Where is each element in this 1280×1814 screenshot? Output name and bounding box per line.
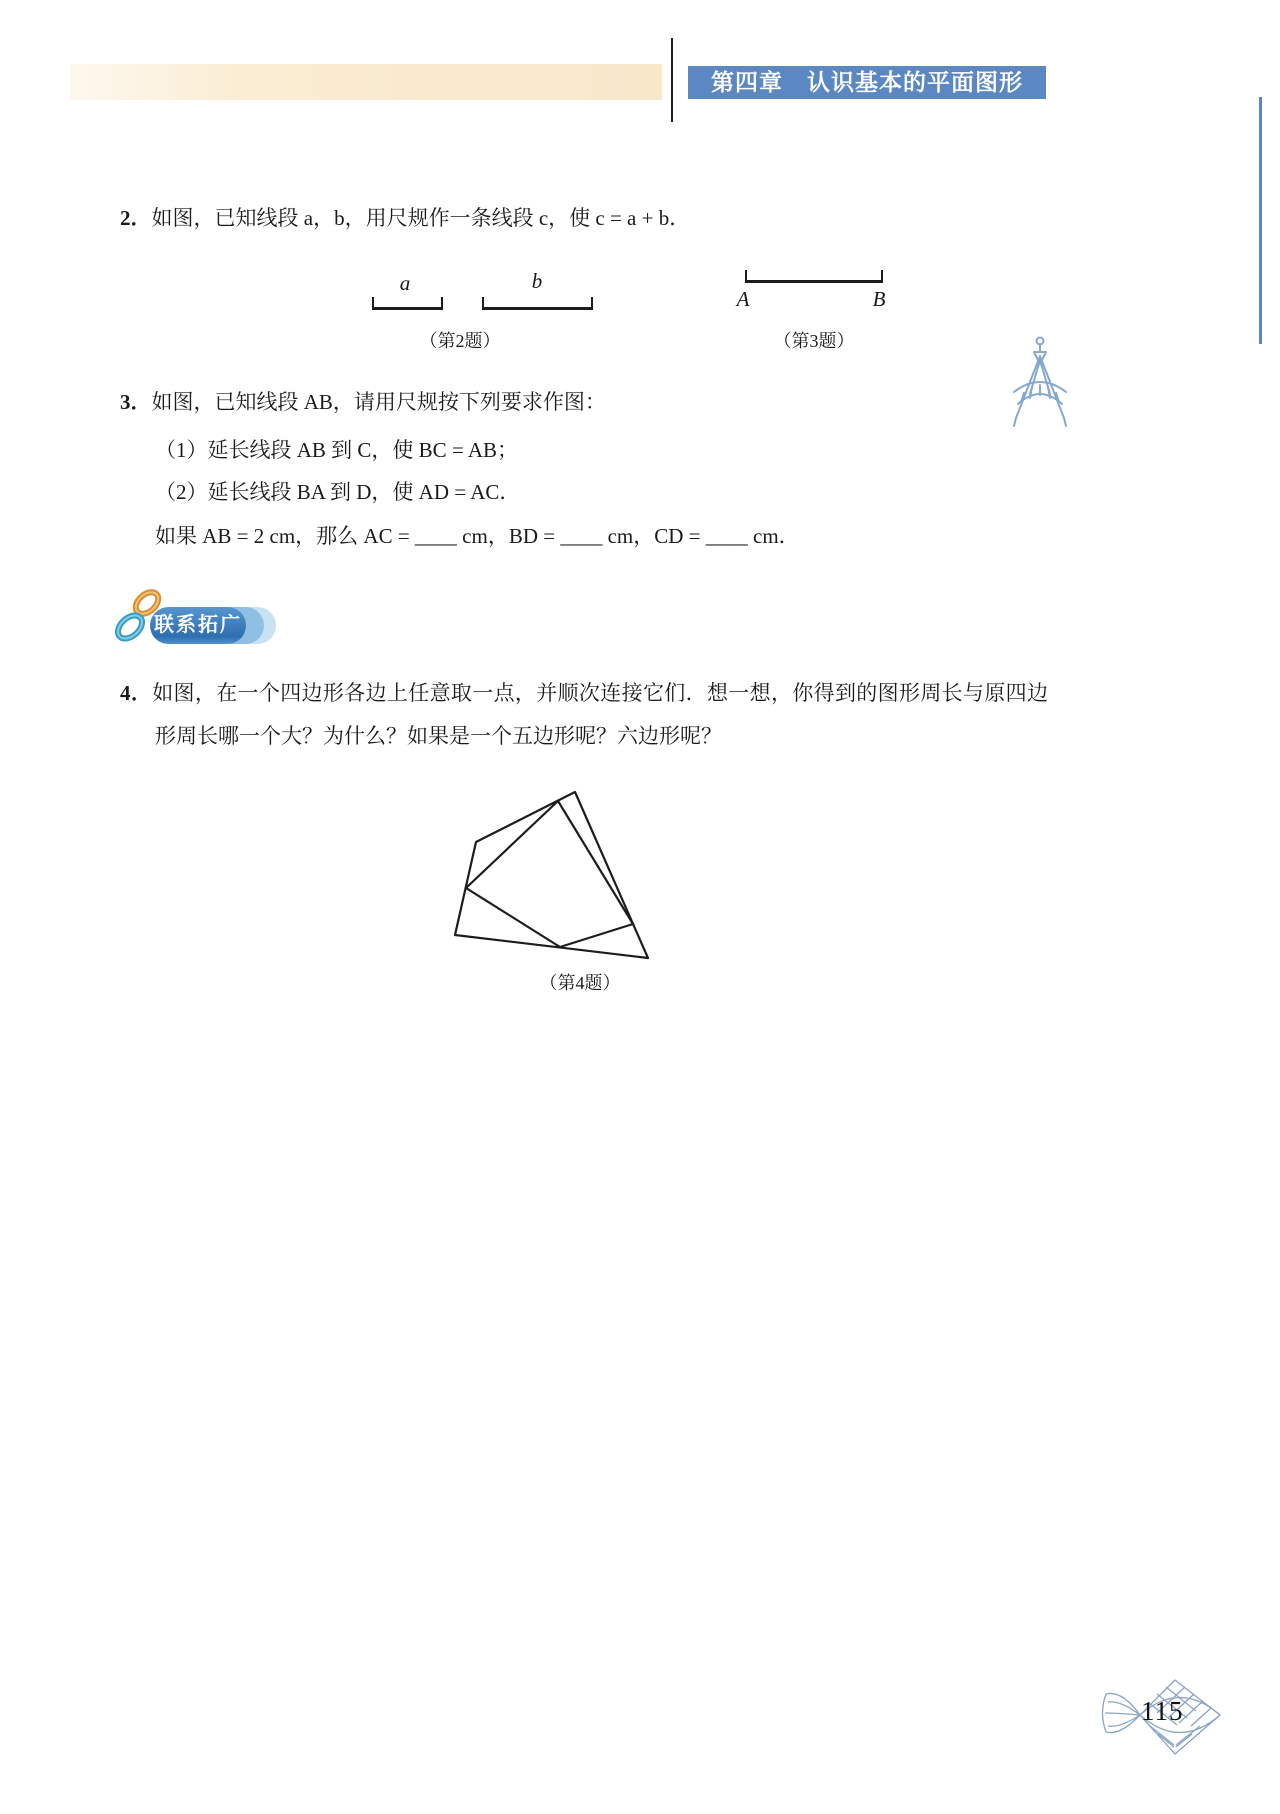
segment-AB-line <box>745 280 883 283</box>
segment-b-label: b <box>531 269 543 293</box>
segment-b-tick-left <box>482 297 484 308</box>
problem-4-text: 如图，在一个四边形各边上任意取一点，并顺次连接它们．想一想，你得到的图形周长与原四边形周长哪一个大？为什么？如果是一个五边形呢？六边形呢？ <box>152 681 1049 748</box>
problem-3-text: 如图，已知线段 AB，请用尺规按下列要求作图： <box>151 390 606 414</box>
chain-link-icon <box>113 584 167 648</box>
chapter-title-banner <box>688 66 1046 99</box>
point-B-label: B <box>872 287 886 311</box>
page-number: 115 <box>1141 1696 1184 1726</box>
segment-a-tick-left <box>372 297 374 308</box>
point-A-label: A <box>736 287 750 311</box>
figure-3-caption: （第3题） <box>773 331 855 351</box>
right-margin-rule <box>1259 97 1262 344</box>
problem-3-item-2: （2）延长线段 BA 到 D，使 AD = AC． <box>155 480 521 504</box>
figure-4-caption: （第4题） <box>539 973 621 993</box>
segment-AB-tick-left <box>745 270 747 281</box>
header-divider-line <box>671 38 673 122</box>
problem-3 <box>120 388 606 416</box>
quadrilateral-figure <box>440 780 680 970</box>
problem-3-item-1: （1）延长线段 AB 到 C，使 BC = AB； <box>155 438 519 462</box>
segment-AB-tick-right <box>881 270 883 281</box>
segment-a-label: a <box>399 271 411 295</box>
figure-2-caption: （第2题） <box>419 331 501 351</box>
problem-4 <box>120 672 1048 758</box>
segment-b-tick-right <box>591 297 593 308</box>
problem-3-fill-line: 如果 AB = 2 cm，那么 AC = ____ cm，BD = ____ cm，CD = ____ cm． <box>155 524 800 548</box>
problem-3-number: 3． <box>120 390 152 414</box>
problem-2 <box>120 204 690 232</box>
segment-a-line <box>372 307 443 310</box>
problem-4-number: 4． <box>120 681 153 705</box>
segment-b-line <box>482 307 593 310</box>
chapter-title: 第四章 认识基本的平面图形 <box>711 69 1023 95</box>
inner-quadrilateral <box>466 801 633 947</box>
problem-2-number: 2． <box>120 206 152 230</box>
outer-quadrilateral <box>455 792 648 958</box>
extension-badge-label: 联系拓广 <box>154 614 242 636</box>
segment-a-tick-right <box>441 297 443 308</box>
header-cream-bar <box>70 64 662 100</box>
compass-icon <box>1000 334 1080 430</box>
problem-2-text: 如图，已知线段 a，b，用尺规作一条线段 c，使 c = a + b． <box>151 206 691 230</box>
